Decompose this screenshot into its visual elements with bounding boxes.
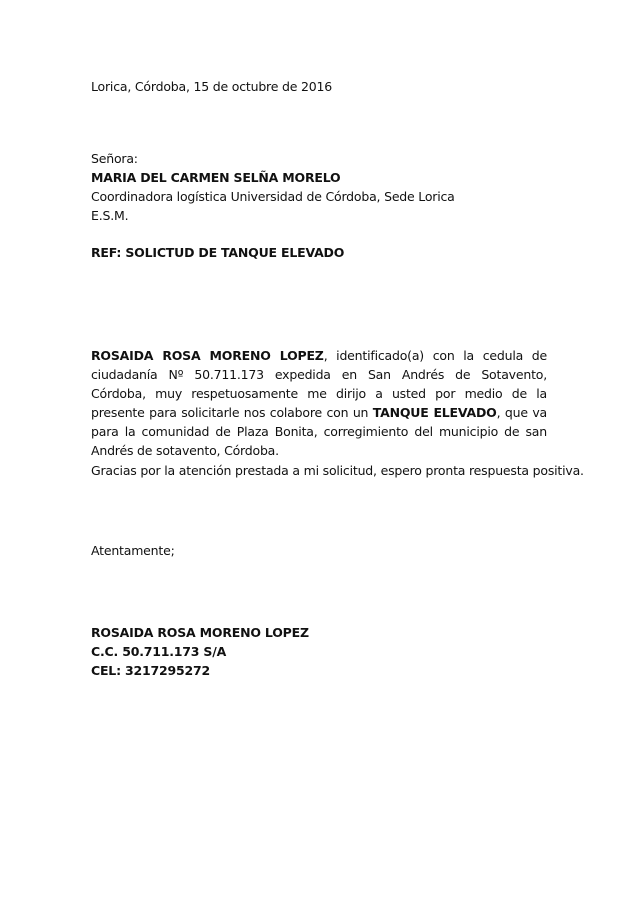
date-line: Lorica, Córdoba, 15 de octubre de 2016	[91, 79, 332, 94]
body-sender-name: ROSAIDA ROSA MORENO LOPEZ	[91, 348, 324, 363]
recipient-role: Coordinadora logística Universidad de Córdoba, Sede Lorica	[91, 189, 455, 204]
thanks-line: Gracias por la atención prestada a mi solicitud, espero pronta respuesta positiva.	[91, 463, 584, 478]
reference-line: REF: SOLICTUD DE TANQUE ELEVADO	[91, 245, 345, 260]
recipient-name: MARIA DEL CARMEN SELÑA MORELO	[91, 170, 341, 185]
signature-name: ROSAIDA ROSA MORENO LOPEZ	[91, 625, 309, 640]
closing-line: Atentamente;	[91, 543, 175, 558]
signature-cel: CEL: 3217295272	[91, 663, 211, 678]
salutation: Señora:	[91, 151, 138, 166]
body-text-1: , identificado(a) con la cedula de ciudadanía Nº 50.711.173 expedida en San Andrés de Sotavento, Córdoba, muy respetuosamente me dirijo a usted por medio de la presente para solicitarle nos colabore con un	[91, 348, 548, 420]
body-text-2: , que va para la comunidad de Plaza Bonita, corregimiento del municipio de san Andrés de sotavento, Córdoba.	[91, 405, 547, 458]
body-paragraph	[91, 346, 547, 460]
signature-id: C.C. 50.711.173 S/A	[91, 644, 227, 659]
recipient-esm: E.S.M.	[91, 208, 129, 223]
body-item: TANQUE ELEVADO	[372, 405, 497, 420]
